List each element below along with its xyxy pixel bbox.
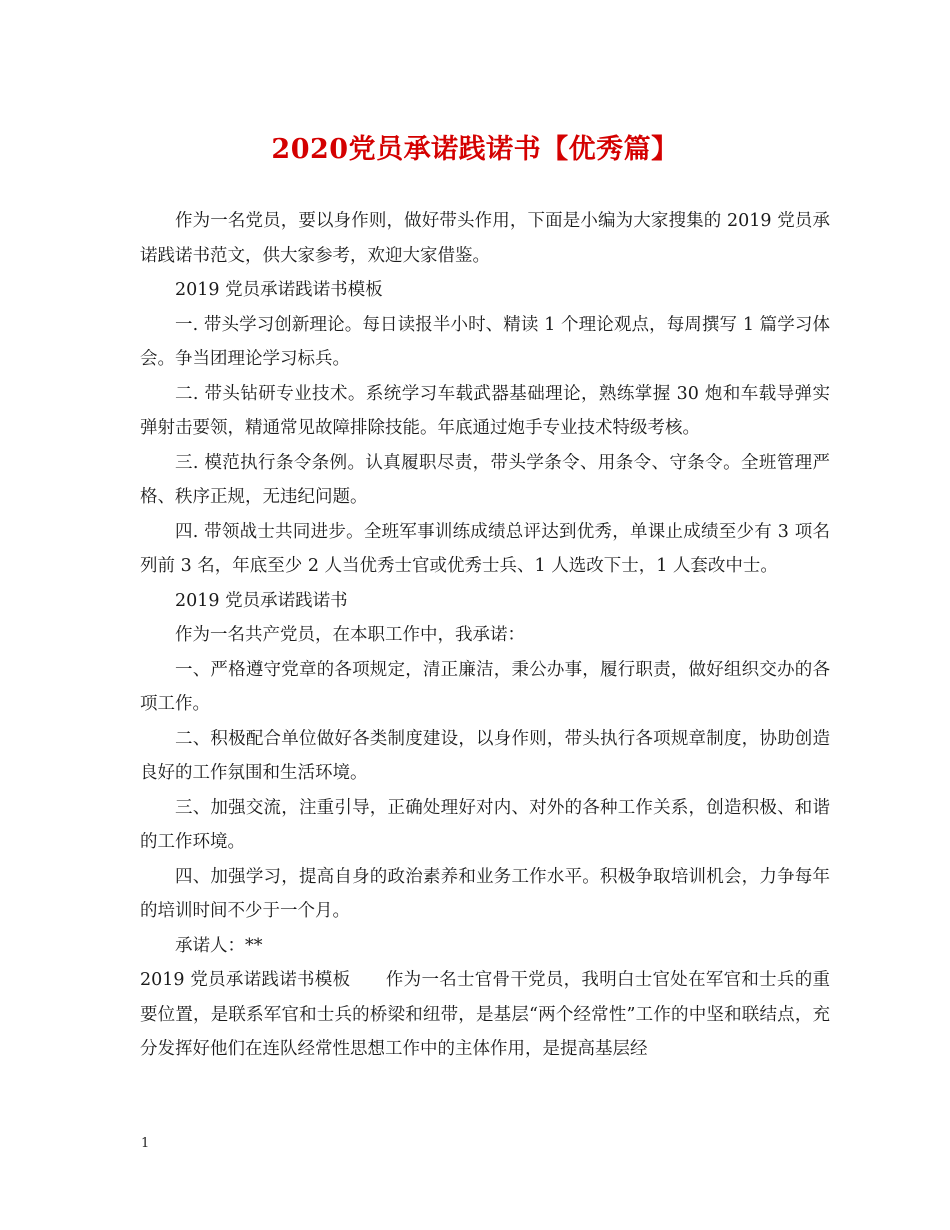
document-title: 2020党员承诺践诺书【优秀篇】 (271, 134, 679, 165)
paragraph: 一、严格遵守党章的各项规定，清正廉洁，秉公办事，履行职责，做好组织交办的各项工作。 (140, 659, 830, 714)
paragraph: 2019 党员承诺践诺书模板 (175, 280, 383, 300)
paragraph: 二. 带头钻研专业技术。系统学习车载武器基础理论，熟练掌握 30 炮和车载导弹实弹射击要领，精通常见故障排除技能。年底通过炮手专业技术特级考核。 (140, 383, 830, 438)
paragraph: 四、加强学习，提高自身的政治素养和业务工作水平。积极争取培训机会，力争每年的培训时间不少于一个月。 (140, 866, 830, 921)
page-number: 1 (141, 1136, 150, 1151)
paragraph: 承诺人：** (175, 935, 263, 956)
paragraph: 四. 带领战士共同进步。全班军事训练成绩总评达到优秀，单课止成绩至少有 3 项名列前 3 名，年底至少 2 人当优秀士官或优秀士兵、1 人选改下士，1 人套改中士。 (140, 521, 830, 576)
paragraph: 作为一名共产党员，在本职工作中，我承诺： (175, 625, 525, 645)
paragraph: 作为一名党员，要以身作则，做好带头作用，下面是小编为大家搜集的 2019 党员承诺践诺书范文，供大家参考，欢迎大家借鉴。 (140, 211, 830, 266)
document-body (140, 204, 830, 1067)
paragraph: 三、加强交流，注重引导，正确处理好对内、对外的各种工作关系，创造积极、和谐的工作环境。 (140, 797, 830, 852)
paragraph: 一. 带头学习创新理论。每日读报半小时、精读 1 个理论观点，每周撰写 1 篇学习体会。争当团理论学习标兵。 (140, 314, 830, 369)
paragraph: 三. 模范执行条令条例。认真履职尽责，带头学条令、用条令、守条令。全班管理严格、秩序正规，无违纪问题。 (140, 452, 830, 507)
paragraph: 二、积极配合单位做好各类制度建设，以身作则，带头执行各项规章制度，协助创造良好的工作氛围和生活环境。 (140, 728, 830, 783)
paragraph: 2019 党员承诺践诺书 (175, 590, 348, 611)
paragraph: 2019 党员承诺践诺书模板 作为一名士官骨干党员，我明白士官处在军官和士兵的重要位置，是联系军官和士兵的桥梁和纽带，是基层“两个经常性”工作的中坚和联结点，充分发挥好他们在连队经常性思想工作中的主体作用，是提高基层经 (140, 970, 830, 1059)
